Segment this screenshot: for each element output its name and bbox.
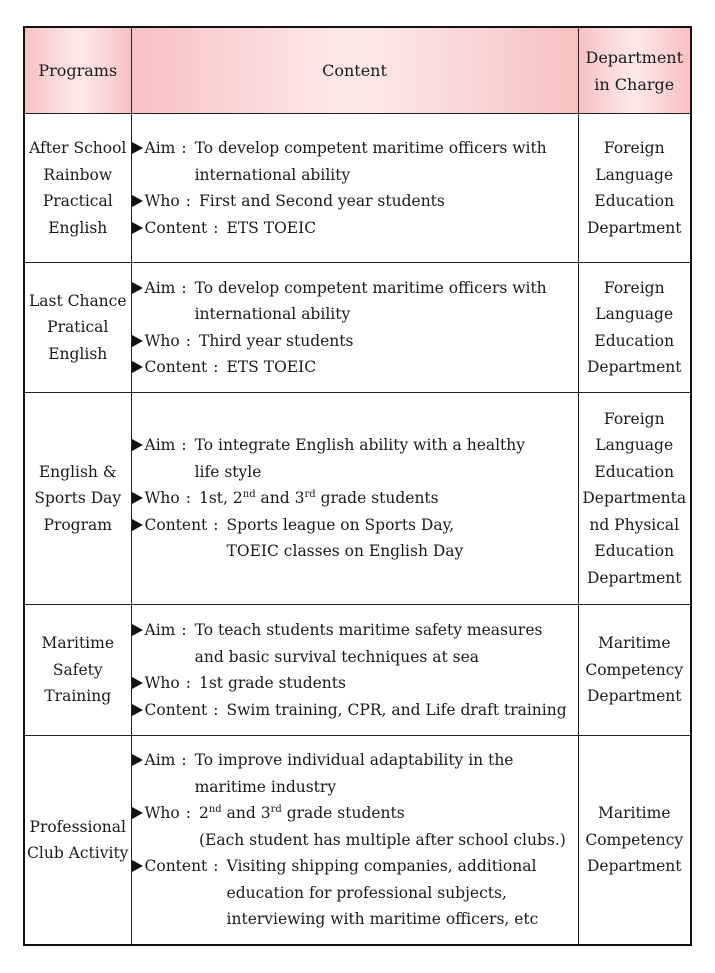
text-line: To improve individual adaptability in the — [194, 751, 514, 770]
text-line: international ability — [194, 165, 351, 184]
table-row — [24, 263, 691, 393]
aim-text — [195, 617, 543, 670]
text-line: international ability — [194, 305, 351, 323]
who-label: Who — [144, 192, 180, 210]
aim-item — [132, 432, 578, 485]
text-line: interviewing with maritime officers, etc — [226, 910, 539, 929]
content-text — [227, 354, 317, 381]
header-programs: Programs — [24, 27, 131, 114]
header-department: Department in Charge — [578, 27, 691, 114]
aim-text — [195, 135, 547, 188]
who-label: Who — [144, 331, 180, 350]
text-line: To develop competent maritime officers with — [194, 139, 547, 157]
table-row — [24, 605, 691, 736]
who-label: Who — [144, 674, 180, 692]
text-line: ETS TOEIC — [226, 358, 317, 376]
triangle-bullet-icon — [132, 807, 143, 819]
aim-text — [195, 275, 547, 328]
colon: : — [181, 278, 187, 297]
content-item — [132, 512, 578, 565]
program-content — [131, 114, 578, 263]
text-line: 1st, 2nd and 3rd grade students — [198, 489, 439, 508]
content-item — [132, 354, 578, 381]
text-line: TOEIC classes on English Day — [226, 542, 464, 561]
who-text — [199, 188, 445, 215]
aim-item — [132, 747, 578, 800]
aim-label: Aim — [144, 139, 176, 157]
text-line: To integrate English ability with a healthy — [194, 436, 526, 455]
header-row — [24, 27, 691, 114]
program-name: Maritime Safety Training — [24, 605, 131, 736]
aim-item — [132, 275, 578, 328]
program-name: Professional Club Activity — [24, 736, 131, 946]
who-label: Who — [144, 804, 180, 823]
colon: : — [213, 700, 219, 719]
aim-label: Aim — [144, 751, 176, 770]
who-item — [132, 188, 578, 215]
triangle-bullet-icon — [132, 677, 143, 689]
triangle-bullet-icon — [132, 222, 143, 234]
triangle-bullet-icon — [132, 519, 143, 531]
department: Foreign Language Education Department — [578, 114, 691, 263]
triangle-bullet-icon — [132, 492, 143, 504]
content-item — [132, 697, 578, 724]
text-line: 2nd and 3rd grade students — [198, 804, 405, 823]
colon: : — [185, 192, 191, 210]
department: Maritime Competency Department — [578, 736, 691, 946]
triangle-bullet-icon — [132, 704, 143, 716]
content-text — [227, 512, 464, 565]
text-line: Sports league on Sports Day, — [226, 515, 455, 534]
colon: : — [181, 751, 187, 770]
program-content — [131, 605, 578, 736]
content-text — [227, 215, 317, 242]
colon: : — [185, 674, 191, 692]
colon: : — [181, 436, 187, 455]
colon: : — [185, 489, 191, 508]
who-text — [199, 800, 566, 853]
text-line: Visiting shipping companies, additional — [226, 857, 537, 876]
programs-table — [23, 26, 692, 946]
table-row — [24, 393, 691, 605]
text-line: Swim training, CPR, and Life draft training — [226, 700, 567, 719]
content-item — [132, 853, 578, 933]
text-line: To teach students maritime safety measures — [194, 621, 543, 639]
text-line: 1st grade students — [198, 674, 346, 692]
content-label: Content — [144, 700, 208, 719]
triangle-bullet-icon — [132, 624, 143, 636]
who-text — [199, 485, 439, 512]
colon: : — [213, 515, 219, 534]
aim-label: Aim — [144, 436, 176, 455]
aim-label: Aim — [144, 621, 176, 639]
program-content — [131, 393, 578, 605]
aim-label: Aim — [144, 278, 176, 297]
triangle-bullet-icon — [132, 439, 143, 451]
text-line: First and Second year students — [198, 192, 445, 210]
program-name: Last Chance Pratical English — [24, 263, 131, 393]
content-label: Content — [144, 218, 208, 237]
table-row — [24, 114, 691, 263]
triangle-bullet-icon — [132, 335, 143, 347]
content-text — [227, 853, 539, 933]
who-item — [132, 800, 578, 853]
who-item — [132, 670, 578, 697]
program-content — [131, 263, 578, 393]
text-line: life style — [194, 462, 262, 481]
text-line: and basic survival techniques at sea — [194, 647, 480, 666]
header-content: Content — [131, 27, 578, 114]
triangle-bullet-icon — [132, 754, 143, 766]
colon: : — [185, 804, 191, 823]
colon: : — [185, 331, 191, 350]
triangle-bullet-icon — [132, 195, 143, 207]
aim-item — [132, 617, 578, 670]
content-label: Content — [144, 358, 208, 376]
department: Maritime Competency Department — [578, 605, 691, 736]
table-row — [24, 736, 691, 946]
content-text — [227, 697, 567, 724]
who-text — [199, 328, 353, 355]
aim-text — [195, 747, 514, 800]
content-label: Content — [144, 515, 208, 534]
text-line: ETS TOEIC — [226, 218, 317, 237]
who-item — [132, 485, 578, 512]
colon: : — [213, 218, 219, 237]
aim-item — [132, 135, 578, 188]
triangle-bullet-icon — [132, 361, 143, 373]
text-line: education for professional subjects, — [226, 883, 507, 902]
program-name: After School Rainbow Practical English — [24, 114, 131, 263]
who-item — [132, 328, 578, 355]
triangle-bullet-icon — [132, 860, 143, 872]
who-text — [199, 670, 346, 697]
aim-text — [195, 432, 525, 485]
colon: : — [181, 621, 187, 639]
colon: : — [181, 139, 187, 157]
text-line: To develop competent maritime officers with — [194, 278, 547, 297]
text-line: maritime industry — [194, 777, 337, 796]
program-name: English & Sports Day Program — [24, 393, 131, 605]
colon: : — [213, 857, 219, 876]
content-item — [132, 215, 578, 242]
program-content — [131, 736, 578, 946]
department: Foreign Language Education Department — [578, 263, 691, 393]
department: Foreign Language Education Departmenta nd Physical Education Department — [578, 393, 691, 605]
content-label: Content — [144, 857, 208, 876]
triangle-bullet-icon — [132, 142, 143, 154]
triangle-bullet-icon — [132, 282, 143, 294]
text-line: Third year students — [198, 331, 354, 350]
text-line: (Each student has multiple after school clubs.) — [198, 830, 566, 849]
who-label: Who — [144, 489, 180, 508]
colon: : — [213, 358, 219, 376]
